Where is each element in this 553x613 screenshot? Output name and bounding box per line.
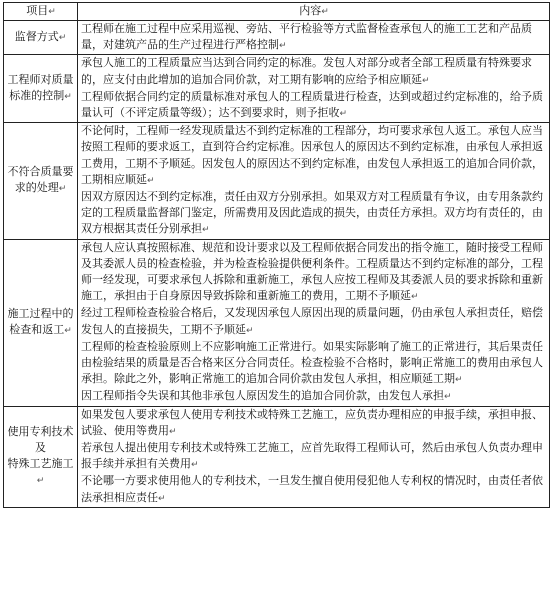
row-item-line: 及 — [35, 441, 46, 455]
content-paragraph: 工程师在施工过程中应采用巡视、旁站、平行检验等方式监督检查承包人的施工工艺和产品质量，对建筑产品的生产过程进行严格控制↵ — [81, 22, 532, 52]
row-item — [4, 55, 78, 123]
row-item-line: 监督方式↵ — [14, 30, 67, 44]
row-item-line: 特殊工艺施工↵ — [7, 457, 74, 487]
table-row — [4, 21, 550, 55]
row-item-line: 施工过程中的 — [7, 306, 74, 320]
table-header-row — [4, 3, 550, 21]
table-row — [4, 406, 550, 507]
table-row — [4, 55, 550, 123]
row-content — [78, 21, 550, 55]
content-paragraph: 若承包人提出使用专利技术或特殊工艺施工，应首先取得工程师认可，然后由承包人负责办理申报手续并承担有关费用↵ — [81, 441, 543, 471]
row-item — [4, 21, 78, 55]
content-paragraph: 如果发包人要求承包人使用专利技术或特殊工艺施工，应负责办理相应的申报手续，承担申报、试验、使用等费用↵ — [81, 407, 543, 437]
content-paragraph: 承包人施工的工程质量应当达到合同约定的标准。发包人对部分或者全部工程质量有特殊要求的，应支付由此增加的追加合同价款，对工期有影响的应给予相应顺延↵ — [81, 56, 532, 86]
row-item-line: 求的处理↵ — [14, 181, 67, 195]
row-item-line: 标准的控制↵ — [9, 89, 72, 103]
content-paragraph: 因工程师指令失误和其他非承包人原因发生的追加合同价款，由发包人承担↵ — [81, 389, 452, 403]
row-item — [4, 123, 78, 239]
table-row — [4, 123, 550, 239]
content-paragraph: 因双方原因达不到约定标准，责任由双方分别承担。如果双方对工程质量有争议，由专用条款约定的工程质量监督部门鉴定，所需费用及因此造成的损失，由责任方承担。双方均有责任的，由双方根据其责任分别承担↵ — [81, 190, 543, 236]
content-paragraph: 不论哪一方要求使用他人的专利技术，一旦发生擅自使用侵犯他人专利权的情况时，由责任者依法承担相应责任↵ — [81, 474, 543, 504]
content-paragraph: 承包人应认真按照标准、规范和设计要求以及工程师依据合同发出的指令施工，随时接受工程师及其委派人员的检查检验，并为检查检验提供便利条件。工程质量达不到约定标准的部分，工程师一经发现，可要求承包人拆除和重新施工，承包人应按工程师及其委派人员的要求拆除和重新施工，承担由于自身原因导致拆除和重新施工的费用，工期不予顺延↵ — [81, 240, 543, 303]
table-row — [4, 239, 550, 406]
content-paragraph: 经过工程师检查检验合格后，又发现因承包人原因出现的质量问题，仍由承包人承担责任，赔偿发包人的直接损失，工期不予顺延↵ — [81, 306, 543, 336]
content-paragraph: 工程师的检查检验原则上不应影响施工正常进行。如果实际影响了施工的正常进行，其后果责任由检验结果的质量是否合格来区分合同责任。检查检验不合格时，影响正常施工的费用由承包人承担。除此之外，影响正常施工的追加合同价款由发包人承担，相应顺延工期↵ — [81, 339, 543, 386]
row-content — [78, 406, 550, 507]
header-content: 内容↵ — [78, 3, 550, 21]
header-item: 项目↵ — [4, 3, 78, 21]
row-content — [78, 55, 550, 123]
row-content — [78, 123, 550, 239]
row-item-line: 不符合质量要 — [7, 165, 74, 179]
row-item — [4, 239, 78, 406]
row-content — [78, 239, 550, 406]
row-item-line: 使用专利技术 — [7, 424, 74, 438]
content-paragraph: 工程师依据合同约定的质量标准对承包人的工程质量进行检查，达到或超过约定标准的，给予质量认可（不评定质量等级）；达不到要求时，则予拒收↵ — [81, 89, 543, 120]
quality-control-table — [3, 2, 550, 508]
content-paragraph: 不论何时，工程师一经发现质量达不到约定标准的工程部分，均可要求承包人返工。承包人应当按照工程师的要求返工，直到符合约定标准。因承包人的原因达不到约定标准，由承包人承担返工费用，工期不予顺延。因发包人的原因达不到约定标准，由发包人承担返工的追加合同价款，工期相应顺延↵ — [81, 124, 543, 186]
table-body — [4, 21, 550, 508]
row-item — [4, 406, 78, 507]
row-item-line: 工程师对质量 — [7, 73, 74, 87]
row-item-line: 检查和返工↵ — [9, 323, 72, 337]
